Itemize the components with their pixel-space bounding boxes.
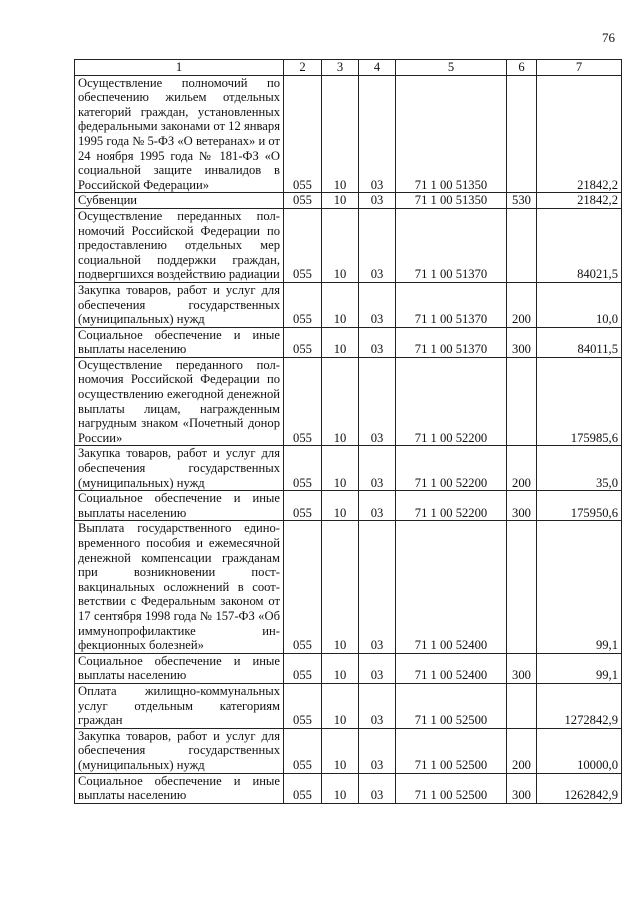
cell-target-code: 71 1 00 52500 — [396, 728, 507, 773]
cell-amount: 84021,5 — [537, 208, 622, 282]
cell-target-code: 71 1 00 51370 — [396, 208, 507, 282]
cell-ministry-code: 055 — [284, 193, 322, 209]
cell-amount: 21842,2 — [537, 193, 622, 209]
cell-ministry-code: 055 — [284, 208, 322, 282]
table-row — [75, 357, 622, 446]
cell-amount: 35,0 — [537, 446, 622, 491]
column-header-section: 3 — [322, 60, 359, 76]
cell-expense-type — [507, 683, 537, 728]
table-row — [75, 728, 622, 773]
cell-target-code: 71 1 00 52200 — [396, 357, 507, 446]
cell-section-code: 10 — [322, 446, 359, 491]
cell-subsection-code: 03 — [359, 208, 396, 282]
column-header-subsection: 4 — [359, 60, 396, 76]
cell-subsection-code: 03 — [359, 193, 396, 209]
table-row — [75, 683, 622, 728]
cell-expense-type: 200 — [507, 446, 537, 491]
table-row — [75, 446, 622, 491]
cell-amount: 99,1 — [537, 653, 622, 683]
cell-section-code: 10 — [322, 653, 359, 683]
cell-ministry-code: 055 — [284, 683, 322, 728]
cell-amount: 10,0 — [537, 282, 622, 327]
cell-expense-type — [507, 357, 537, 446]
cell-name: Социальное обеспечение и иные выплаты населению — [75, 491, 284, 521]
cell-ministry-code: 055 — [284, 773, 322, 803]
cell-name: Выплата государственного единовременного пособия и ежемесячной денежной компенсации гражданам при возникновении поствакцинальных осложнений в соответствии с Федеральным законом от 17 сентября 1998 года № 157-ФЗ «Об иммунопрофилактике инфекционных болезней» — [75, 521, 284, 653]
cell-expense-type: 300 — [507, 491, 537, 521]
table-row — [75, 208, 622, 282]
cell-expense-type — [507, 521, 537, 653]
cell-expense-type: 300 — [507, 327, 537, 357]
cell-amount: 99,1 — [537, 521, 622, 653]
cell-subsection-code: 03 — [359, 773, 396, 803]
cell-subsection-code: 03 — [359, 683, 396, 728]
cell-subsection-code: 03 — [359, 327, 396, 357]
cell-subsection-code: 03 — [359, 521, 396, 653]
table-row — [75, 193, 622, 209]
cell-target-code: 71 1 00 52400 — [396, 653, 507, 683]
page-number: 76 — [602, 30, 615, 45]
cell-amount: 21842,2 — [537, 75, 622, 193]
cell-ministry-code: 055 — [284, 491, 322, 521]
cell-ministry-code: 055 — [284, 728, 322, 773]
cell-target-code: 71 1 00 51350 — [396, 75, 507, 193]
cell-target-code: 71 1 00 51370 — [396, 282, 507, 327]
column-header-amount: 7 — [537, 60, 622, 76]
cell-name: Социальное обеспечение и иные выплаты населению — [75, 327, 284, 357]
cell-name: Осуществление переданного полномочия Российской Федерации по осуществлению ежегодной денежной выплаты лицам, награжденным нагрудным знаком «Почетный донор России» — [75, 357, 284, 446]
cell-expense-type: 300 — [507, 653, 537, 683]
cell-ministry-code: 055 — [284, 446, 322, 491]
budget-table — [74, 59, 622, 804]
table-row — [75, 282, 622, 327]
cell-subsection-code: 03 — [359, 75, 396, 193]
cell-name: Осуществление полномочий по обеспечению жильем отдельных категорий граждан, установленных федеральными законами от 12 января 1995 года № 5-ФЗ «О ветеранах» и от 24 ноября 1995 года № 181-ФЗ «О социальной защите инвалидов в Российской Федерации» — [75, 75, 284, 193]
cell-target-code: 71 1 00 51350 — [396, 193, 507, 209]
cell-amount: 1272842,9 — [537, 683, 622, 728]
table-row — [75, 521, 622, 653]
cell-expense-type — [507, 75, 537, 193]
table-row — [75, 653, 622, 683]
cell-subsection-code: 03 — [359, 728, 396, 773]
column-header-target: 5 — [396, 60, 507, 76]
cell-amount: 84011,5 — [537, 327, 622, 357]
column-header-name: 1 — [75, 60, 284, 76]
cell-subsection-code: 03 — [359, 357, 396, 446]
cell-section-code: 10 — [322, 683, 359, 728]
cell-expense-type: 200 — [507, 728, 537, 773]
cell-section-code: 10 — [322, 773, 359, 803]
column-header-expense: 6 — [507, 60, 537, 76]
cell-subsection-code: 03 — [359, 446, 396, 491]
cell-subsection-code: 03 — [359, 653, 396, 683]
cell-name: Социальное обеспечение и иные выплаты населению — [75, 653, 284, 683]
cell-section-code: 10 — [322, 521, 359, 653]
cell-section-code: 10 — [322, 357, 359, 446]
table-row — [75, 327, 622, 357]
column-header-ministry: 2 — [284, 60, 322, 76]
cell-amount: 175985,6 — [537, 357, 622, 446]
cell-amount: 10000,0 — [537, 728, 622, 773]
header-row — [75, 60, 622, 76]
cell-name: Осуществление переданных полномочий Российской Федерации по предоставлению отдельных мер социальной поддержки граждан, подвергшихся воздействию радиации — [75, 208, 284, 282]
table-row — [75, 773, 622, 803]
cell-expense-type: 530 — [507, 193, 537, 209]
cell-expense-type: 300 — [507, 773, 537, 803]
cell-expense-type — [507, 208, 537, 282]
cell-ministry-code: 055 — [284, 75, 322, 193]
cell-name: Закупка товаров, работ и услуг для обеспечения государственных (муниципальных) нужд — [75, 446, 284, 491]
cell-subsection-code: 03 — [359, 282, 396, 327]
cell-subsection-code: 03 — [359, 491, 396, 521]
cell-target-code: 71 1 00 52500 — [396, 683, 507, 728]
cell-target-code: 71 1 00 52200 — [396, 491, 507, 521]
cell-name: Социальное обеспечение и иные выплаты населению — [75, 773, 284, 803]
cell-target-code: 71 1 00 52500 — [396, 773, 507, 803]
cell-section-code: 10 — [322, 327, 359, 357]
cell-ministry-code: 055 — [284, 521, 322, 653]
cell-section-code: 10 — [322, 193, 359, 209]
table-header — [75, 60, 622, 76]
cell-section-code: 10 — [322, 282, 359, 327]
cell-name: Субвенции — [75, 193, 284, 209]
table-row — [75, 491, 622, 521]
cell-section-code: 10 — [322, 728, 359, 773]
cell-ministry-code: 055 — [284, 653, 322, 683]
cell-amount: 1262842,9 — [537, 773, 622, 803]
cell-section-code: 10 — [322, 208, 359, 282]
table-body — [75, 75, 622, 803]
cell-ministry-code: 055 — [284, 327, 322, 357]
cell-section-code: 10 — [322, 491, 359, 521]
cell-section-code: 10 — [322, 75, 359, 193]
cell-name: Закупка товаров, работ и услуг для обеспечения государственных (муниципальных) нужд — [75, 282, 284, 327]
cell-amount: 175950,6 — [537, 491, 622, 521]
cell-target-code: 71 1 00 51370 — [396, 327, 507, 357]
cell-target-code: 71 1 00 52400 — [396, 521, 507, 653]
cell-expense-type: 200 — [507, 282, 537, 327]
cell-target-code: 71 1 00 52200 — [396, 446, 507, 491]
cell-name: Закупка товаров, работ и услуг для обеспечения государственных (муниципальных) нужд — [75, 728, 284, 773]
cell-ministry-code: 055 — [284, 282, 322, 327]
cell-name: Оплата жилищно-коммунальных услуг отдельным категориям граждан — [75, 683, 284, 728]
table-row — [75, 75, 622, 193]
cell-ministry-code: 055 — [284, 357, 322, 446]
